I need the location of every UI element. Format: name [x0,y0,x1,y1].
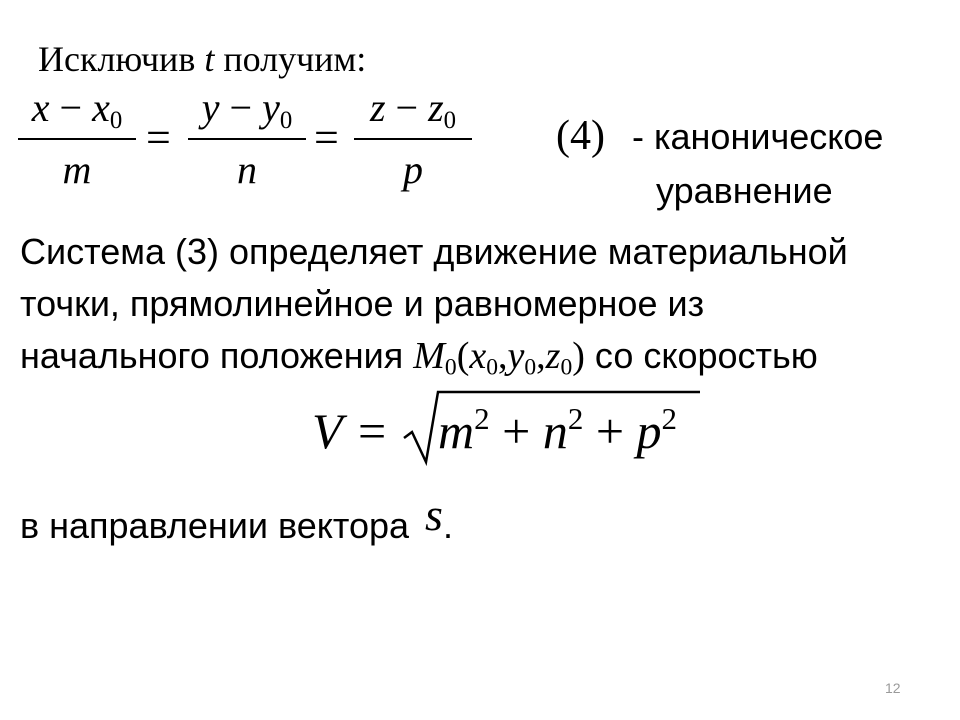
numerator-subscript: 0 [443,106,457,134]
equals-sign: = [358,403,387,459]
vector-s: s [425,489,443,540]
velocity-symbol: V [312,403,343,459]
intro-suffix: получим: [223,39,367,79]
numerator-variable: z [369,85,386,130]
paragraph-line-2: точки, прямолинейное и равномерное из [20,283,705,324]
numerator-variable: y [201,85,220,130]
page-number: 12 [885,680,901,696]
equals-sign: = [314,113,339,162]
denominator: p [403,147,423,192]
paragraph-line-3 [20,330,940,382]
fraction-bar [188,138,306,140]
paragraph-line-3-text: начального положения [20,335,414,376]
paragraph-line-3-tail: со скоростью [584,335,818,376]
note-line-1: - каноническое [632,116,884,157]
canonical-equation [18,85,498,208]
period: . [442,505,453,546]
minus-sign: − [385,85,429,130]
minus-sign: − [49,85,93,130]
fraction-bar [18,138,136,140]
radicand: $m^2 + n^2 + p^2$ [438,400,678,459]
numerator-subscript: 0 [109,106,123,134]
numerator-base: y [262,85,280,130]
intro-prefix: Исключив [38,39,196,79]
direction-line [20,489,453,549]
direction-text: в направлении вектора [20,505,420,546]
paragraph-line-1: Система (3) определяет движение материальной [20,231,848,272]
intro-line [38,38,366,80]
numerator-subscript: 0 [279,106,293,134]
numerator-base: z [428,85,444,130]
note-line-2: уравнение [656,170,833,211]
denominator: m [62,147,92,192]
numerator-variable: x [31,85,50,130]
velocity-formula [312,388,732,478]
equals-sign: = [146,113,171,162]
intro-variable: t [204,39,215,79]
numerator-base: x [92,85,110,130]
denominator: n [237,147,257,192]
minus-sign: − [219,85,263,130]
fraction-bar [354,138,472,140]
equation-number: (4) [556,113,605,159]
initial-point: $M_0(x_0,y_0,z_0)$ [413,335,585,381]
description-paragraph [20,226,940,382]
